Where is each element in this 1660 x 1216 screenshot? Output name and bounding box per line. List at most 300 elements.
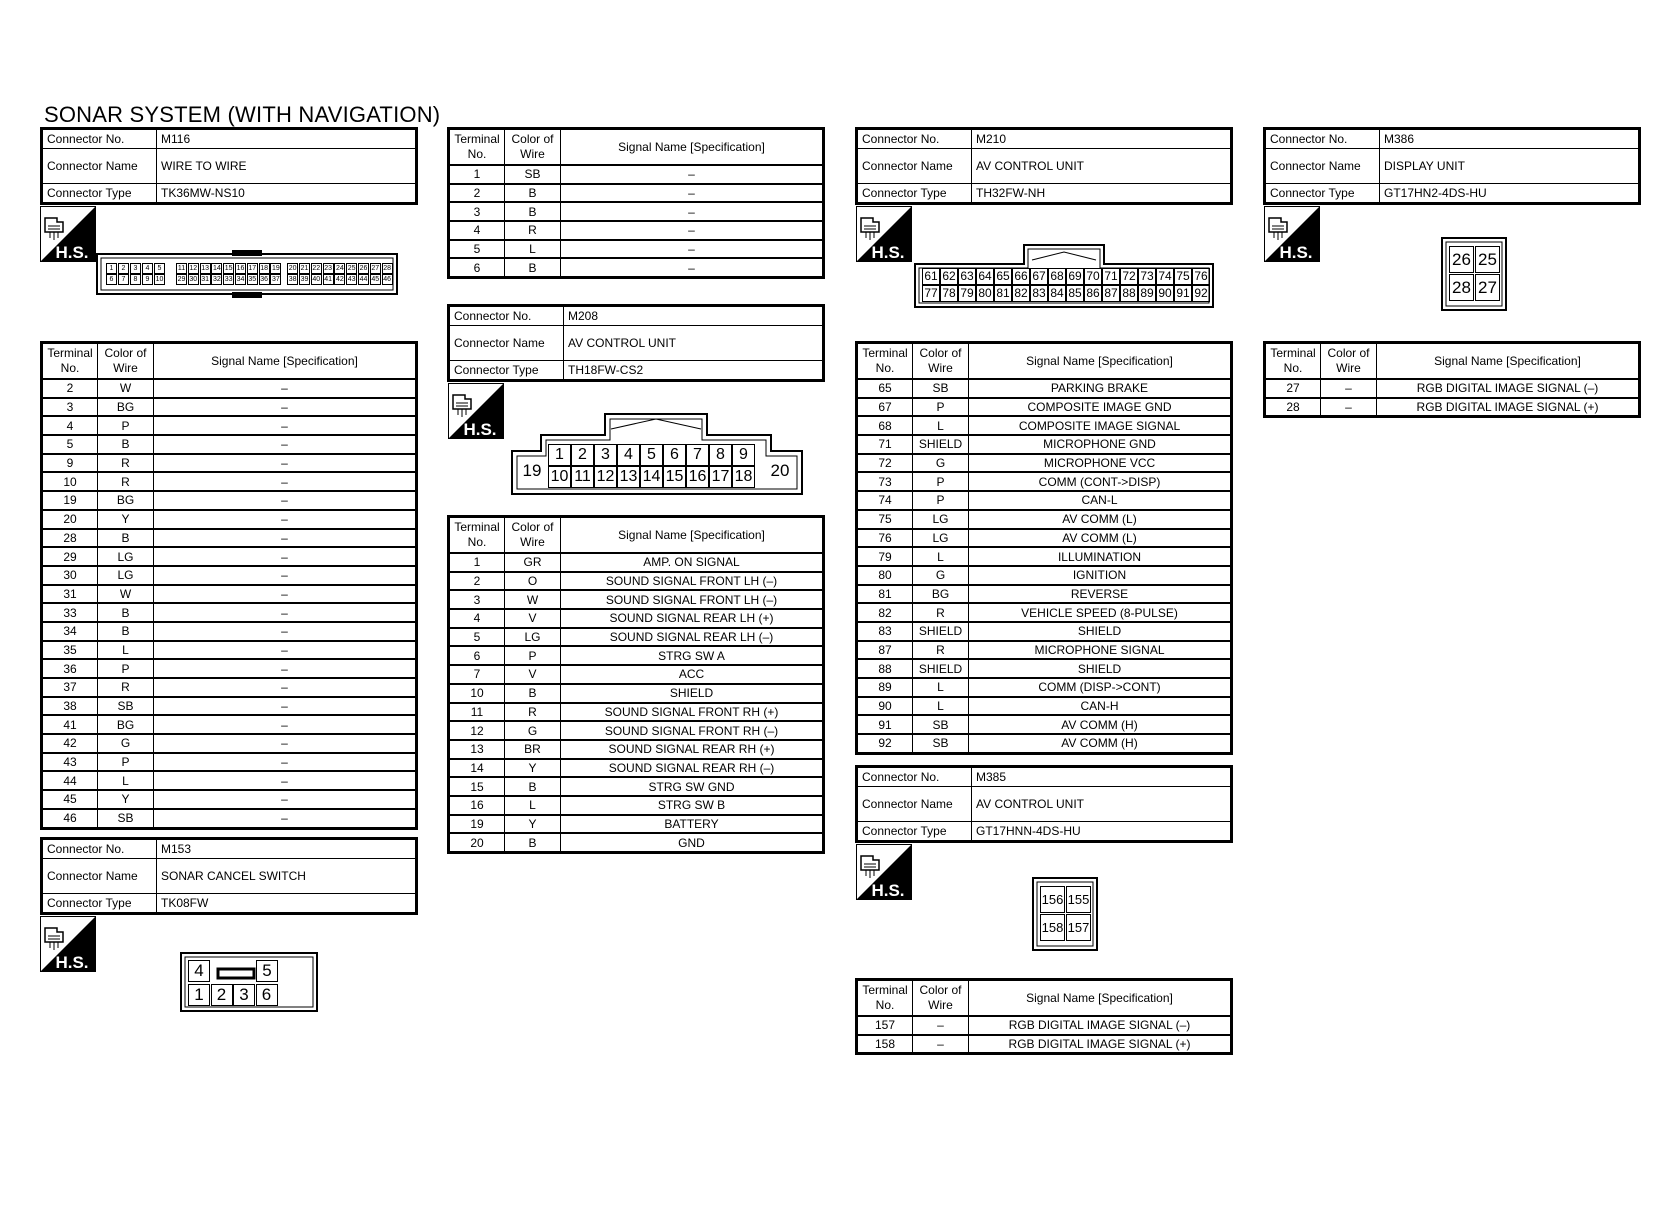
m386-pin-table [1263,341,1641,418]
signal-name-cell: – [154,454,417,473]
connector-pin: 39 [300,276,309,283]
m210-info-table [855,127,1233,205]
connector-pin: 155 [1066,886,1091,913]
table-row [42,715,417,734]
connector-pin: 1 [106,263,117,274]
connector-pin: 62 [940,268,958,285]
connector-pin: 71 [1102,268,1120,285]
terminal-cell: 28 [42,529,98,548]
wire-color-cell: V [505,609,561,628]
connector-pin: 27 [1475,274,1500,301]
signal-name-cell: AMP. ON SIGNAL [561,553,824,572]
wire-color-cell: B [98,603,154,622]
signal-name-cell: – [154,771,417,790]
table-row [42,547,417,566]
wire-color-cell: LG [913,510,969,529]
connector-pin: 45 [371,276,380,283]
wire-color-cell: R [913,603,969,622]
connector-no-label: Connector No. [857,767,972,787]
terminal-cell: 4 [449,609,505,628]
terminal-header: Terminal No. [1265,343,1321,380]
signal-name-cell: – [154,585,417,604]
connector-pin: 158 [1040,914,1065,941]
table-row [857,622,1232,641]
connector-pin: 33 [224,276,233,283]
wire-color-cell: G [913,566,969,585]
terminal-cell: 5 [42,435,98,454]
table-row [857,398,1232,417]
terminal-cell: 36 [42,659,98,678]
connector-pin: 30 [189,276,198,283]
terminal-cell: 20 [449,833,505,852]
connector-pin: 91 [1174,285,1192,302]
terminal-cell: 13 [449,740,505,759]
connector-no-value: M385 [972,767,1232,787]
terminal-cell: 6 [449,258,505,277]
signal-name-cell: – [154,491,417,510]
signal-name-cell: STRG SW B [561,796,824,815]
signal-name-cell: AV COMM (H) [969,715,1232,734]
connector-pin: 89 [1138,285,1156,302]
signal-name-cell: – [154,790,417,809]
table-row [857,715,1232,734]
terminal-cell: 31 [42,585,98,604]
table-row [42,809,417,828]
m210-connector-face [914,244,1214,308]
connector-pin: 75 [1174,268,1192,285]
table-row [42,659,417,678]
m208-pin-table [447,515,825,854]
connector-name-label: Connector Name [857,787,972,822]
wire-color-cell: B [505,777,561,796]
signal-name-cell: STRG SW GND [561,777,824,796]
connector-name-value: DISPLAY UNIT [1380,149,1640,184]
terminal-cell: 33 [42,603,98,622]
connector-no-label: Connector No. [42,129,157,149]
table-row [449,665,824,684]
wire-color-cell: BG [98,491,154,510]
wire-color-cell: SB [913,715,969,734]
connector-name-value: WIRE TO WIRE [157,149,417,184]
connector-name-value: AV CONTROL UNIT [972,149,1232,184]
connector-pin: 16 [686,466,709,488]
connector-pin: 84 [1048,285,1066,302]
connector-pin: 15 [663,466,686,488]
terminal-cell: 80 [857,566,913,585]
connector-pin: 42 [335,276,344,283]
connector-no-label: Connector No. [857,129,972,149]
wire-color-cell: G [98,734,154,753]
table-row [449,815,824,834]
wire-color-cell: W [505,590,561,609]
wire-color-cell: SHIELD [913,435,969,454]
signal-name-header: Signal Name [Specification] [561,129,824,166]
wire-color-cell: SB [98,697,154,716]
table-row [42,771,417,790]
table-row [449,833,824,852]
terminal-cell: 79 [857,547,913,566]
signal-name-cell: AV COMM (L) [969,529,1232,548]
connector-pin: 9 [142,274,153,285]
connector-pin: 17 [248,265,257,272]
terminal-cell: 38 [42,697,98,716]
table-row [857,491,1232,510]
table-row [857,416,1232,435]
table-row [857,472,1232,491]
wire-color-cell: GR [505,553,561,572]
connector-pin: 92 [1192,285,1210,302]
signal-name-cell: SOUND SIGNAL FRONT RH (+) [561,703,824,722]
wire-color-cell: SHIELD [913,622,969,641]
connector-pin: 8 [709,444,732,466]
signal-name-cell: – [561,221,824,240]
connector-pin: 13 [201,265,209,272]
wire-color-cell: R [98,678,154,697]
terminal-cell: 41 [42,715,98,734]
table-row [857,659,1232,678]
signal-name-cell: – [561,202,824,221]
connector-type-value: GT17HN2-4DS-HU [1380,184,1640,204]
table-row [857,1016,1232,1035]
terminal-cell: 72 [857,454,913,473]
connector-pin: 13 [617,466,640,488]
signal-name-cell: – [154,379,417,398]
connector-pin: 157 [1066,914,1091,941]
connector-pin: 6 [256,984,278,1006]
signal-name-cell: SHIELD [969,622,1232,641]
terminal-cell: 35 [42,641,98,660]
terminal-cell: 10 [42,472,98,491]
connector-pin: 3 [594,444,617,466]
signal-name-cell: AV COMM (L) [969,510,1232,529]
wire-color-cell: LG [913,529,969,548]
connector-pin: 67 [1030,268,1048,285]
terminal-cell: 42 [42,734,98,753]
signal-name-cell: – [154,753,417,772]
terminal-cell: 65 [857,379,913,398]
wire-color-cell: LG [505,628,561,647]
signal-name-cell: SOUND SIGNAL REAR LH (–) [561,628,824,647]
wire-color-cell: – [1321,379,1377,398]
connector-type-value: TH18FW-CS2 [564,361,824,381]
table-row [449,202,824,221]
m153-info-table [40,837,418,915]
table-row [857,678,1232,697]
m386-connector-face [1441,237,1507,311]
signal-name-cell: SOUND SIGNAL FRONT RH (–) [561,721,824,740]
signal-name-cell: REVERSE [969,585,1232,604]
table-row [42,379,417,398]
connector-pin: 25 [1475,246,1500,273]
connector-name-label: Connector Name [1265,149,1380,184]
connector-pin: 77 [922,285,940,302]
wire-color-cell: SB [505,165,561,184]
connector-pin: 3 [130,263,141,274]
connector-pin: 26 [1449,246,1474,273]
connector-type-label: Connector Type [42,894,157,914]
signal-name-header: Signal Name [Specification] [1377,343,1640,380]
terminal-cell: 68 [857,416,913,435]
harness-side-icon [1264,206,1320,262]
signal-name-cell: – [561,165,824,184]
signal-name-cell: SHIELD [561,684,824,703]
table-row [449,590,824,609]
connector-pin: 4 [617,444,640,466]
table-row [42,529,417,548]
table-row [42,678,417,697]
connector-pin: 66 [1012,268,1030,285]
wire-color-header: Color of Wire [98,343,154,380]
terminal-cell: 7 [449,665,505,684]
terminal-cell: 2 [449,184,505,203]
connector-pin: 69 [1066,268,1084,285]
terminal-cell: 5 [449,240,505,259]
terminal-cell: 4 [449,221,505,240]
terminal-cell: 30 [42,566,98,585]
signal-name-cell: AV COMM (H) [969,734,1232,753]
signal-name-cell: RGB DIGITAL IMAGE SIGNAL (–) [969,1016,1232,1035]
signal-name-cell: – [154,809,417,828]
connector-pin: 79 [958,285,976,302]
connector-pin: 73 [1138,268,1156,285]
connector-name-value: AV CONTROL UNIT [972,787,1232,822]
signal-name-cell: – [154,566,417,585]
table-row [857,641,1232,660]
terminal-cell: 19 [42,491,98,510]
terminal-header: Terminal No. [42,343,98,380]
table-row [42,566,417,585]
wire-color-cell: L [913,678,969,697]
terminal-cell: 76 [857,529,913,548]
terminal-cell: 81 [857,585,913,604]
connector-pin: 4 [188,960,210,982]
connector-pin: 86 [1084,285,1102,302]
terminal-cell: 3 [42,398,98,417]
terminal-cell: 71 [857,435,913,454]
signal-name-cell: – [154,472,417,491]
connector-name-value: SONAR CANCEL SWITCH [157,859,417,894]
connector-no-value: M210 [972,129,1232,149]
m385-info-table [855,765,1233,843]
table-row [857,566,1232,585]
m210-pin-table [855,341,1233,755]
table-row [449,703,824,722]
connector-no-value: M153 [157,839,417,859]
connector-type-value: TH32FW-NH [972,184,1232,204]
wire-color-cell: L [505,240,561,259]
connector-pin: 5 [256,960,278,982]
table-row [42,790,417,809]
terminal-cell: 91 [857,715,913,734]
table-row [449,221,824,240]
terminal-header: Terminal No. [857,980,913,1017]
hs-glyph [1264,206,1320,262]
table-row [857,1035,1232,1054]
connector-pin: 17 [709,466,732,488]
connector-pin: 70 [1084,268,1102,285]
connector-pin: 12 [189,265,198,272]
wire-color-cell: Y [98,790,154,809]
terminal-cell: 45 [42,790,98,809]
connector-no-label: Connector No. [449,306,564,326]
signal-name-cell: VEHICLE SPEED (8-PULSE) [969,603,1232,622]
wire-color-cell: SB [98,809,154,828]
signal-name-cell: – [154,622,417,641]
table-row [857,435,1232,454]
signal-name-cell: COMPOSITE IMAGE GND [969,398,1232,417]
signal-name-cell: CAN-L [969,491,1232,510]
table-row [857,510,1232,529]
terminal-cell: 10 [449,684,505,703]
connector-type-label: Connector Type [42,184,157,204]
connector-pin: 43 [347,276,356,283]
table-row [449,553,824,572]
m386-info-table [1263,127,1641,205]
connector-pin: 80 [976,285,994,302]
connector-pin: 64 [976,268,994,285]
hs-glyph [856,844,912,900]
signal-name-cell: – [154,697,417,716]
wire-color-cell: Y [505,759,561,778]
m208-info-table [447,304,825,382]
terminal-cell: 44 [42,771,98,790]
connector-type-label: Connector Type [857,822,972,842]
table-row [449,184,824,203]
harness-side-icon [856,844,912,900]
table-row [42,472,417,491]
table-row [449,258,824,277]
terminal-cell: 28 [1265,398,1321,417]
signal-name-cell: – [561,240,824,259]
connector-pin: 68 [1048,268,1066,285]
connector-pin: 16 [236,265,245,272]
wire-color-cell: W [98,585,154,604]
connector-type-label: Connector Type [449,361,564,381]
wire-color-header: Color of Wire [913,980,969,1017]
signal-name-cell: – [154,603,417,622]
signal-name-cell: – [561,184,824,203]
terminal-cell: 43 [42,753,98,772]
connector-pin: 2 [211,984,233,1006]
terminal-cell: 34 [42,622,98,641]
connector-pin: 44 [359,276,368,283]
m116-pin-table [40,341,418,830]
hs-label: H.S. [1279,243,1313,262]
signal-name-cell: SOUND SIGNAL REAR RH (+) [561,740,824,759]
wire-color-cell: – [913,1035,969,1054]
terminal-cell: 14 [449,759,505,778]
connector-pin: 82 [1012,285,1030,302]
wire-color-cell: W [98,379,154,398]
table-row [449,165,824,184]
terminal-cell: 20 [42,510,98,529]
table-row [449,796,824,815]
terminal-cell: 5 [449,628,505,647]
connector-pin: 27 [371,265,380,272]
wire-color-cell: L [913,547,969,566]
connector-pin: 11 [571,466,594,488]
wire-color-cell: Y [98,510,154,529]
signal-name-cell: – [154,641,417,660]
wire-color-cell: L [505,796,561,815]
signal-name-cell: ACC [561,665,824,684]
table-row [857,697,1232,716]
hs-glyph [40,916,96,972]
terminal-cell: 90 [857,697,913,716]
table-row [1265,398,1640,417]
table-row [1265,379,1640,398]
terminal-header: Terminal No. [449,517,505,554]
connector-pin: 85 [1066,285,1084,302]
terminal-cell: 2 [449,572,505,591]
connector-type-value: GT17HNN-4DS-HU [972,822,1232,842]
connector-pin: 12 [594,466,617,488]
signal-name-cell: – [154,715,417,734]
connector-no-label: Connector No. [1265,129,1380,149]
signal-name-cell: – [154,416,417,435]
wire-color-cell: P [913,472,969,491]
signal-name-header: Signal Name [Specification] [969,343,1232,380]
terminal-cell: 82 [857,603,913,622]
connector-pin: 21 [300,265,309,272]
connector-pin: 29 [177,276,186,283]
connector-type-label: Connector Type [1265,184,1380,204]
table-row [449,740,824,759]
table-row [857,603,1232,622]
connector-type-label: Connector Type [857,184,972,204]
terminal-cell: 75 [857,510,913,529]
signal-name-cell: RGB DIGITAL IMAGE SIGNAL (+) [1377,398,1640,417]
table-row [449,684,824,703]
connector-pin: 6 [106,274,117,285]
terminal-cell: 89 [857,678,913,697]
wire-color-cell: B [505,184,561,203]
signal-name-cell: SOUND SIGNAL REAR LH (+) [561,609,824,628]
connector-pin: 37 [271,276,280,283]
terminal-cell: 73 [857,472,913,491]
connector-no-label: Connector No. [42,839,157,859]
connector-pin: 2 [571,444,594,466]
signal-name-cell: RGB DIGITAL IMAGE SIGNAL (–) [1377,379,1640,398]
table-row [857,529,1232,548]
connector-pin: 1 [188,984,210,1006]
signal-name-cell: STRG SW A [561,646,824,665]
harness-side-icon [856,206,912,262]
table-row [42,622,417,641]
connector-pin: 22 [312,265,321,272]
hs-label: H.S. [871,881,905,900]
table-row [857,547,1232,566]
connector-name-label: Connector Name [42,149,157,184]
table-row [42,585,417,604]
connector-pin: 28 [1449,274,1474,301]
connector-pin: 88 [1120,285,1138,302]
wire-color-cell: G [913,454,969,473]
connector-pin: 72 [1120,268,1138,285]
connector-pin: 35 [248,276,257,283]
connector-pin: 4 [142,263,153,274]
table-row [449,721,824,740]
wire-color-cell: L [98,771,154,790]
signal-name-cell: RGB DIGITAL IMAGE SIGNAL (+) [969,1035,1232,1054]
m116-connector-face [96,250,398,298]
table-row [449,572,824,591]
wire-color-cell: P [913,398,969,417]
terminal-cell: 157 [857,1016,913,1035]
connector-pin: 2 [118,263,129,274]
connector-pin: 81 [994,285,1012,302]
m385-pin-table [855,978,1233,1055]
